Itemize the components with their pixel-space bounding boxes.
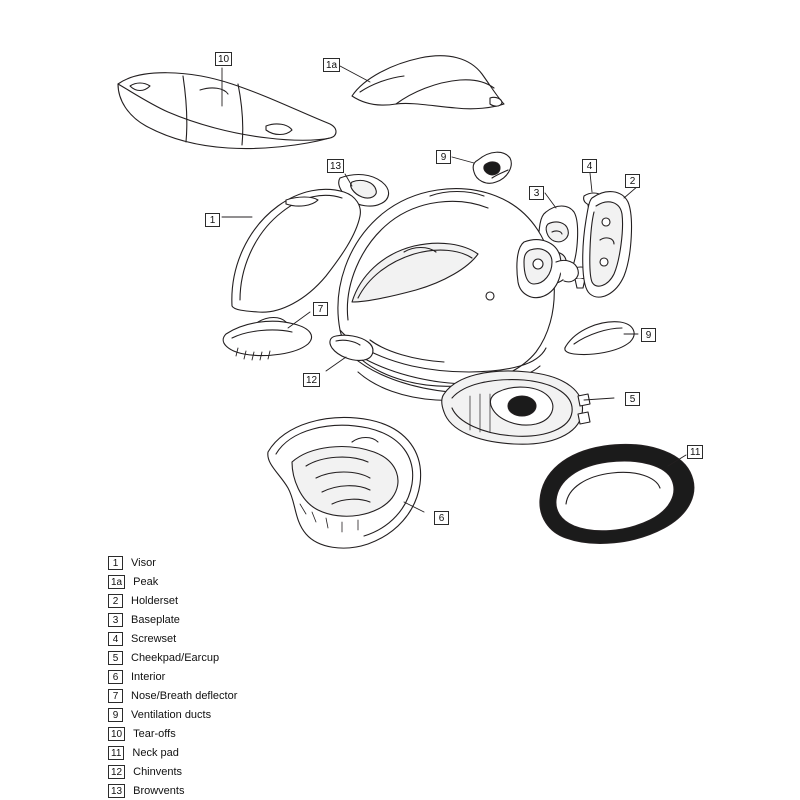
- legend-label: Chinvents: [133, 765, 183, 778]
- part-vent-right: [565, 322, 634, 355]
- parts-legend: [108, 553, 428, 800]
- callout-2: 2: [625, 174, 640, 188]
- part-holderset: [583, 192, 632, 298]
- legend-label: Browvents: [133, 784, 185, 797]
- legend-label: Neck pad: [132, 746, 179, 759]
- callout-7: 7: [313, 302, 328, 316]
- legend-number: 9: [108, 708, 123, 722]
- callout-6: 6: [434, 511, 449, 525]
- callout-4: 4: [582, 159, 597, 173]
- callout-10: 10: [215, 52, 232, 66]
- part-vent-top: [473, 152, 511, 183]
- legend-item: [108, 610, 428, 629]
- legend-label: Tear-offs: [133, 727, 176, 740]
- legend-number: 11: [108, 746, 124, 760]
- legend-label: Ventilation ducts: [131, 708, 212, 721]
- legend-item: [108, 648, 428, 667]
- legend-item: [108, 686, 428, 705]
- legend-label: Cheekpad/Earcup: [131, 651, 220, 664]
- legend-label: Baseplate: [131, 613, 180, 626]
- legend-number: 1a: [108, 575, 125, 589]
- legend-item: [108, 572, 428, 591]
- legend-item: [108, 553, 428, 572]
- legend-item: [108, 781, 428, 800]
- legend-number: 3: [108, 613, 123, 627]
- legend-number: 12: [108, 765, 125, 779]
- legend-item: [108, 724, 428, 743]
- legend-label: Interior: [131, 670, 166, 683]
- legend-number: 6: [108, 670, 123, 684]
- legend-label: Nose/Breath deflector: [131, 689, 238, 702]
- callout-1a: 1a: [323, 58, 340, 72]
- part-cheekpad: [442, 371, 590, 444]
- legend-label: Screwset: [131, 632, 177, 645]
- legend-number: 4: [108, 632, 123, 646]
- legend-item: [108, 743, 428, 762]
- legend-label: Holderset: [131, 594, 179, 607]
- legend-number: 1: [108, 556, 123, 570]
- legend-number: 2: [108, 594, 123, 608]
- legend-item: [108, 629, 428, 648]
- part-tear-offs: [118, 73, 336, 149]
- legend-item: [108, 591, 428, 610]
- legend-item: [108, 762, 428, 781]
- callout-13: 13: [327, 159, 344, 173]
- legend-label: Visor: [131, 556, 156, 569]
- legend-number: 7: [108, 689, 123, 703]
- callout-1: 1: [205, 213, 220, 227]
- legend-number: 10: [108, 727, 125, 741]
- legend-item: [108, 667, 428, 686]
- part-interior: [268, 418, 421, 549]
- callout-12: 12: [303, 373, 320, 387]
- callout-9-right: 9: [641, 328, 656, 342]
- callout-3: 3: [529, 186, 544, 200]
- part-peak: [352, 56, 504, 109]
- legend-number: 5: [108, 651, 123, 665]
- callout-5: 5: [625, 392, 640, 406]
- callout-11: 11: [687, 445, 703, 459]
- legend-item: [108, 705, 428, 724]
- legend-label: Peak: [133, 575, 159, 588]
- callout-9-top: 9: [436, 150, 451, 164]
- part-neckpad: [540, 444, 694, 543]
- part-nose-deflector: [223, 318, 311, 361]
- legend-number: 13: [108, 784, 125, 798]
